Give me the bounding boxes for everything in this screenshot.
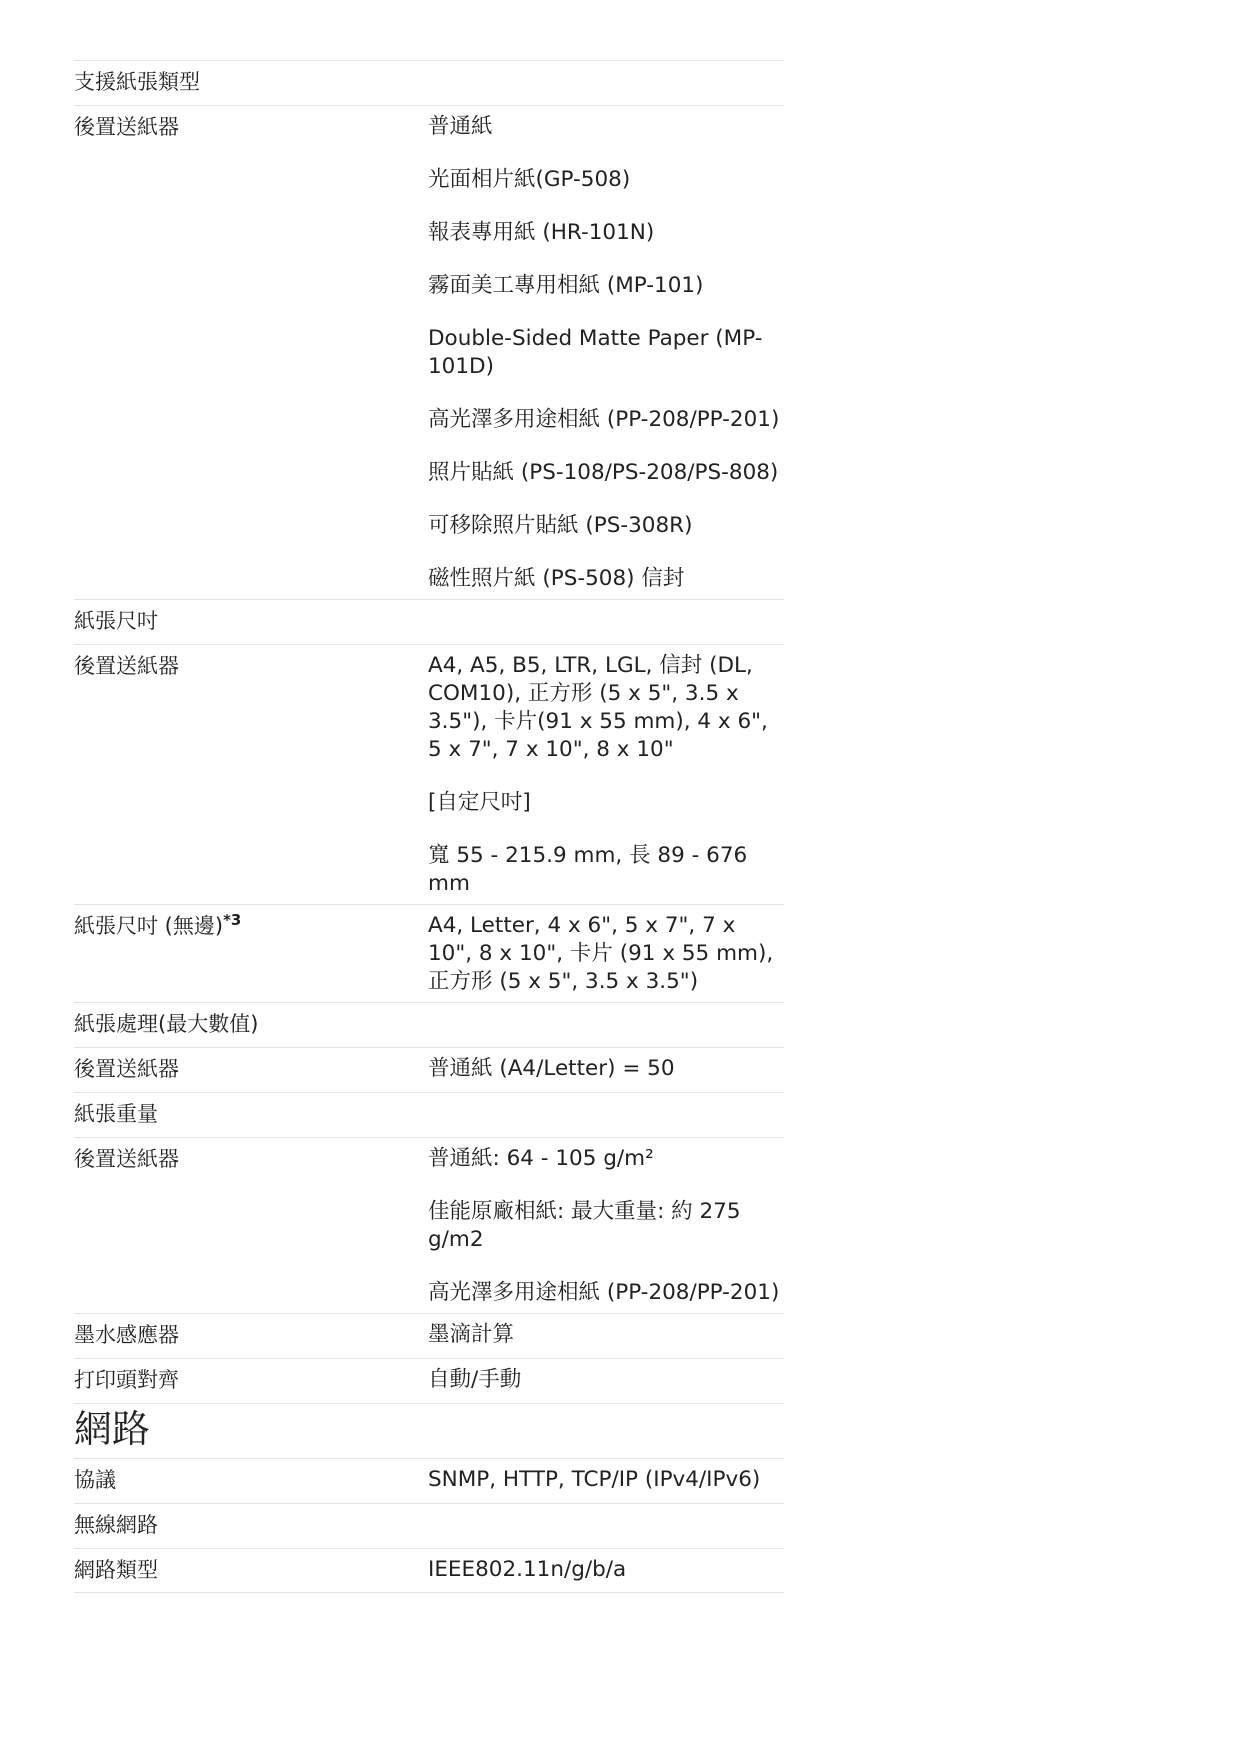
spec-value: 墨滴計算	[428, 1322, 515, 1347]
spec-values	[428, 1549, 784, 1592]
spec-label-text: 後置送紙器	[74, 654, 179, 678]
spec-table	[74, 60, 784, 1593]
spec-label	[74, 1314, 428, 1358]
spec-value: 自動/手動	[428, 1367, 522, 1392]
spec-value: [自定尺吋]	[428, 790, 531, 815]
spec-label-text: 後置送紙器	[74, 1147, 179, 1171]
spec-row	[74, 1548, 784, 1593]
spec-row	[74, 1002, 784, 1047]
spec-label	[74, 1048, 428, 1092]
spec-label	[74, 61, 428, 105]
spec-values	[428, 1459, 784, 1503]
spec-value: SNMP, HTTP, TCP/IP (IPv4/IPv6)	[428, 1467, 761, 1492]
spec-row	[74, 1092, 784, 1137]
spec-value: 佳能原廠相紙: 最大重量: 約 275 g/m2	[428, 1199, 741, 1252]
spec-label-text: 無線網路	[74, 1513, 158, 1537]
spec-label-text: 紙張尺吋 (無邊)	[74, 914, 224, 938]
spec-value: A4, A5, B5, LTR, LGL, 信封 (DL, COM10), 正方形 (5 x 5", 3.5 x 3.5"), 卡片(91 x 55 mm), 4 x 6", 5 x 7", 7 x 10", 8 x 10"	[428, 653, 768, 762]
spec-row	[74, 904, 784, 1002]
spec-value: 高光澤多用途相紙 (PP-208/PP-201)	[428, 407, 780, 432]
spec-row	[74, 644, 784, 904]
spec-value: 磁性照片紙 (PS-508) 信封	[428, 566, 685, 591]
spec-values	[428, 645, 784, 904]
spec-label-text: 紙張處理(最大數值)	[74, 1012, 259, 1036]
spec-values	[428, 106, 784, 599]
spec-label	[74, 1549, 428, 1592]
spec-values	[428, 61, 784, 105]
section-heading	[74, 1403, 784, 1458]
spec-label-text: 墨水感應器	[74, 1323, 179, 1347]
spec-values	[428, 1003, 784, 1047]
spec-value: 照片貼紙 (PS-108/PS-208/PS-808)	[428, 460, 779, 485]
paper-spec-rows	[74, 60, 784, 1403]
spec-label	[74, 1459, 428, 1503]
spec-row	[74, 1137, 784, 1313]
spec-row	[74, 1358, 784, 1403]
spec-label-text: 支援紙張類型	[74, 70, 200, 94]
network-spec-rows	[74, 1458, 784, 1593]
spec-label	[74, 1359, 428, 1403]
spec-label-text: 打印頭對齊	[74, 1368, 179, 1392]
spec-value: 普通紙 (A4/Letter) = 50	[428, 1056, 675, 1081]
spec-values	[428, 1314, 784, 1358]
spec-label	[74, 600, 428, 644]
spec-row	[74, 105, 784, 599]
footnote-marker: *3	[223, 911, 242, 929]
spec-value: A4, Letter, 4 x 6", 5 x 7", 7 x 10", 8 x 10", 卡片 (91 x 55 mm), 正方形 (5 x 5", 3.5 x 3.5")	[428, 913, 774, 994]
spec-row	[74, 1313, 784, 1358]
spec-row	[74, 1503, 784, 1548]
spec-row	[74, 1047, 784, 1092]
spec-label	[74, 905, 428, 1002]
spec-row	[74, 599, 784, 644]
spec-label-text: 網路類型	[74, 1558, 158, 1582]
spec-value: 普通紙	[428, 114, 493, 139]
spec-values	[428, 1138, 784, 1313]
spec-label-text: 協議	[74, 1468, 116, 1492]
spec-value: 普通紙: 64 - 105 g/m²	[428, 1146, 654, 1171]
spec-value: 光面相片紙(GP-508)	[428, 167, 631, 192]
spec-values	[428, 600, 784, 644]
spec-values	[428, 905, 784, 1002]
spec-value: 高光澤多用途相紙 (PP-208/PP-201)	[428, 1280, 780, 1305]
spec-label-text: 後置送紙器	[74, 1057, 179, 1081]
spec-label	[74, 106, 428, 599]
spec-label-text: 後置送紙器	[74, 115, 179, 139]
spec-value: 可移除照片貼紙 (PS-308R)	[428, 513, 693, 538]
spec-row	[74, 60, 784, 105]
spec-label	[74, 1138, 428, 1313]
spec-values	[428, 1093, 784, 1137]
spec-value: Double-Sided Matte Paper (MP-101D)	[428, 326, 763, 379]
spec-label-text: 紙張重量	[74, 1102, 158, 1126]
spec-values	[428, 1504, 784, 1548]
spec-values	[428, 1048, 784, 1092]
section-title: 網路	[74, 1407, 151, 1451]
spec-label	[74, 645, 428, 904]
spec-values	[428, 1359, 784, 1403]
spec-label-text: 紙張尺吋	[74, 609, 158, 633]
spec-label	[74, 1003, 428, 1047]
spec-value: IEEE802.11n/g/b/a	[428, 1557, 627, 1582]
spec-label	[74, 1504, 428, 1548]
spec-value: 寬 55 - 215.9 mm, 長 89 - 676 mm	[428, 843, 748, 896]
spec-row	[74, 1458, 784, 1503]
spec-label	[74, 1093, 428, 1137]
spec-value: 霧面美工專用相紙 (MP-101)	[428, 273, 704, 298]
spec-value: 報表專用紙 (HR-101N)	[428, 220, 655, 245]
